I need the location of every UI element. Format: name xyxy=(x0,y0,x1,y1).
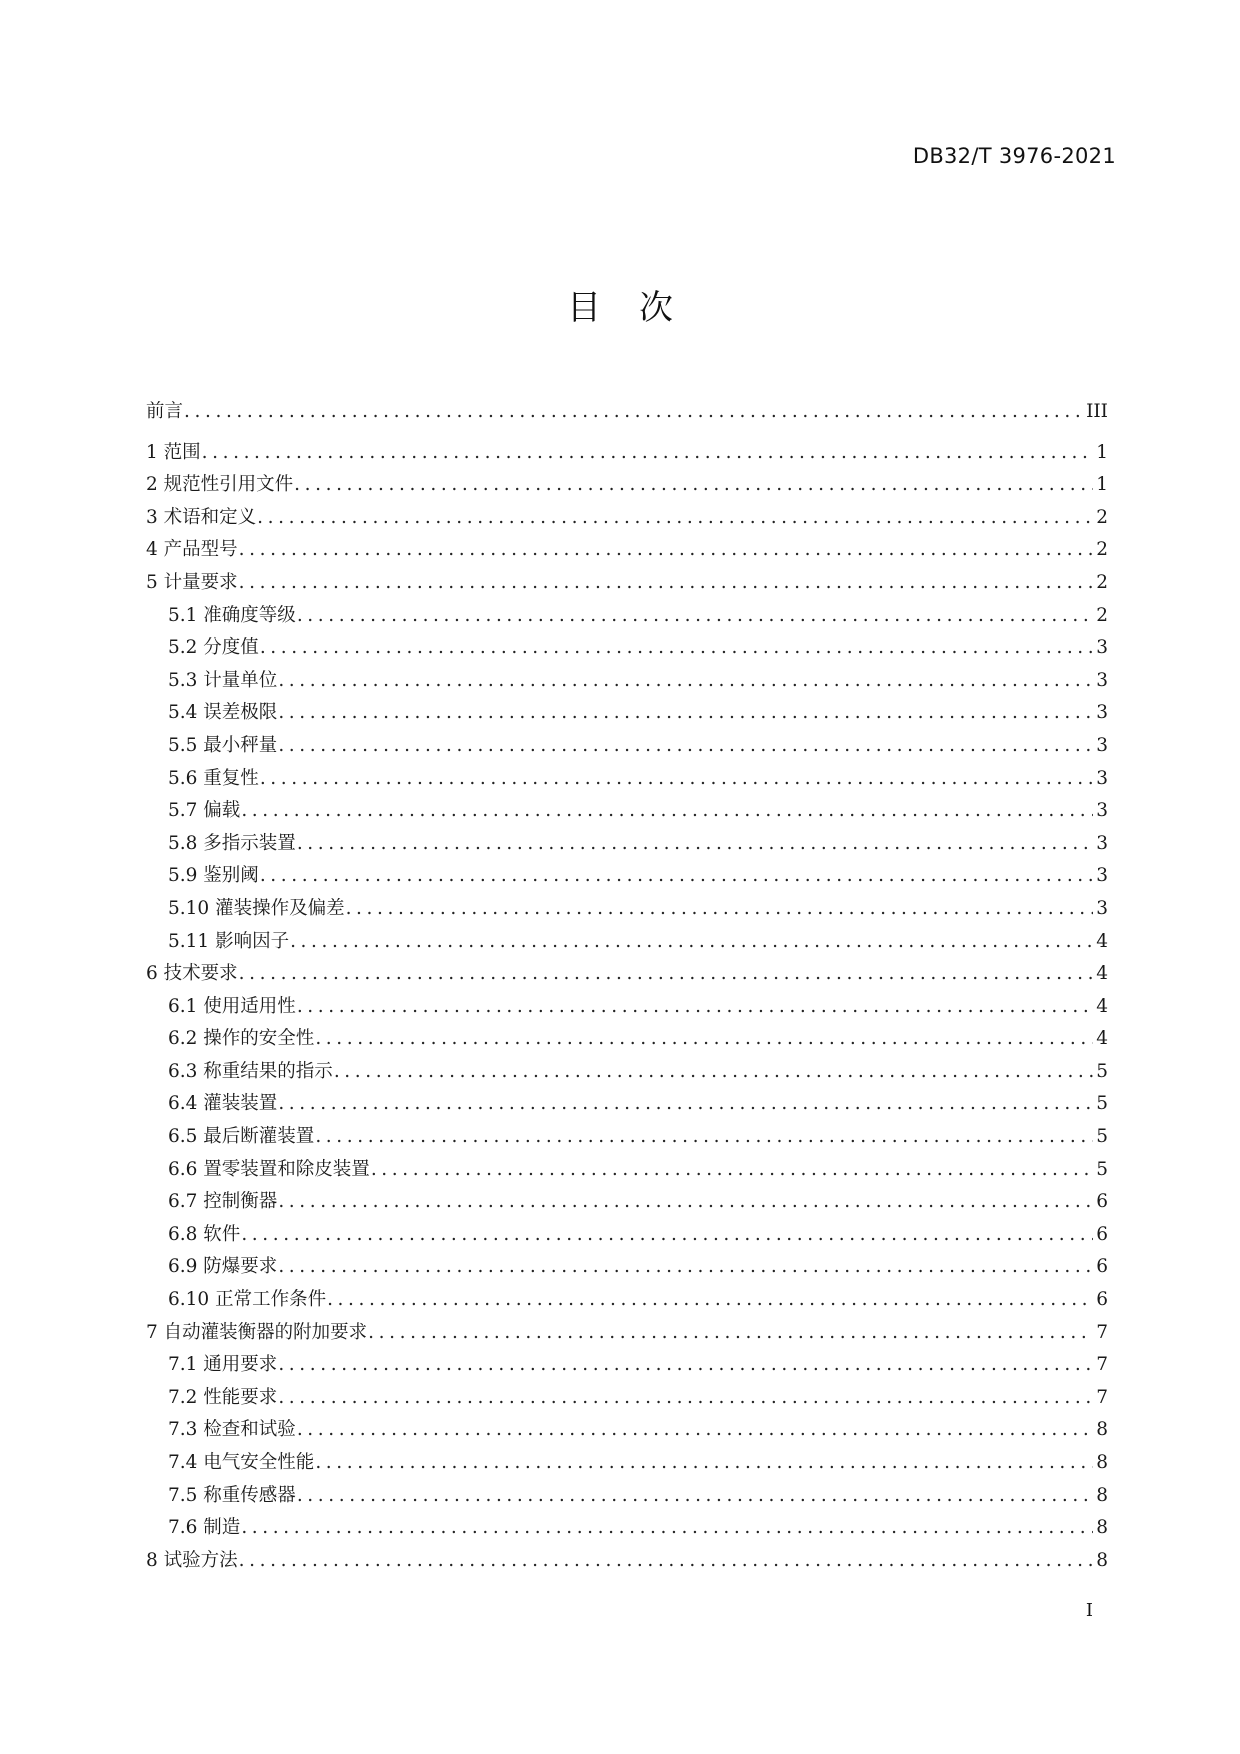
toc-entry-page: 6 xyxy=(1096,1223,1108,1245)
toc-entry-label: 5.4 误差极限 xyxy=(168,702,278,724)
toc-dot-leader xyxy=(371,1154,1093,1187)
toc-entry-label: 5.2 分度值 xyxy=(168,637,259,659)
toc-entry-page: 2 xyxy=(1096,604,1108,626)
toc-entry-page: 3 xyxy=(1096,734,1108,756)
toc-dot-leader xyxy=(278,665,1093,698)
toc-entry[interactable] xyxy=(146,632,1108,665)
toc-dot-leader xyxy=(315,1447,1093,1480)
toc-entry-page: 7 xyxy=(1096,1386,1108,1408)
toc-entry[interactable] xyxy=(146,1480,1108,1513)
toc-entry[interactable] xyxy=(146,1186,1108,1219)
toc-entry[interactable] xyxy=(146,534,1108,567)
toc-entry[interactable] xyxy=(146,1154,1108,1187)
toc-entry-page: 3 xyxy=(1096,865,1108,887)
toc-entry-page: 3 xyxy=(1096,669,1108,691)
toc-dot-leader xyxy=(315,1023,1093,1056)
toc-entry-page: 4 xyxy=(1096,930,1108,952)
toc-dot-leader xyxy=(241,1219,1093,1252)
toc-entry[interactable] xyxy=(146,795,1108,828)
toc-dot-leader xyxy=(290,926,1093,959)
toc-entry-page: 1 xyxy=(1096,474,1108,496)
toc-entry-label: 6.4 灌装装置 xyxy=(168,1093,278,1115)
toc-entry[interactable] xyxy=(146,567,1108,600)
toc-entry-page: 6 xyxy=(1096,1289,1108,1311)
toc-entry-page: 2 xyxy=(1096,539,1108,561)
toc-entry[interactable] xyxy=(146,893,1108,926)
toc-entry[interactable] xyxy=(146,665,1108,698)
toc-dot-leader xyxy=(346,893,1094,926)
toc-entry[interactable] xyxy=(146,1512,1108,1545)
document-code: DB32/T 3976-2021 xyxy=(912,144,1116,168)
toc-dot-leader xyxy=(278,1251,1093,1284)
toc-entry-label: 5.5 最小秤量 xyxy=(168,734,278,756)
toc-dot-leader xyxy=(278,1186,1093,1219)
toc-entry[interactable] xyxy=(146,1121,1108,1154)
toc-entry-page: 4 xyxy=(1096,963,1108,985)
toc-dot-leader xyxy=(278,1382,1093,1415)
toc-entry[interactable] xyxy=(146,1414,1108,1447)
toc-entry-label: 7.2 性能要求 xyxy=(168,1386,278,1408)
toc-entry[interactable] xyxy=(146,1023,1108,1056)
toc-entry-label: 1 范围 xyxy=(146,441,201,463)
toc-entry-page: 1 xyxy=(1096,441,1108,463)
toc-entry-label: 7 自动灌装衡器的附加要求 xyxy=(146,1321,368,1343)
toc-entry[interactable] xyxy=(146,1349,1108,1382)
toc-entry-label: 5.1 准确度等级 xyxy=(168,604,296,626)
toc-entry-label: 6.3 称重结果的指示 xyxy=(168,1060,333,1082)
toc-entry-page: 3 xyxy=(1096,767,1108,789)
toc-entry-page: 5 xyxy=(1096,1060,1108,1082)
toc-entry-label: 6.7 控制衡器 xyxy=(168,1191,278,1213)
toc-entry-page: 3 xyxy=(1096,897,1108,919)
toc-dot-leader xyxy=(278,730,1093,763)
toc-entry[interactable] xyxy=(146,926,1108,959)
toc-entry-page: 8 xyxy=(1096,1549,1108,1571)
toc-entry-label: 6 技术要求 xyxy=(146,963,238,985)
page-title: 目次 xyxy=(567,288,711,328)
toc-entry-label: 7.1 通用要求 xyxy=(168,1354,278,1376)
toc-dot-leader xyxy=(239,567,1094,600)
toc-entry-label: 5.6 重复性 xyxy=(168,767,259,789)
toc-entry-label: 7.3 检查和试验 xyxy=(168,1419,296,1441)
toc-entry-page: 3 xyxy=(1096,637,1108,659)
toc-entry-page: 7 xyxy=(1096,1321,1108,1343)
toc-entry[interactable] xyxy=(146,437,1108,470)
toc-entry-page: III xyxy=(1086,401,1108,422)
toc-entry-label: 8 试验方法 xyxy=(146,1549,238,1571)
toc-dot-leader xyxy=(241,1512,1093,1545)
toc-entry-label: 5 计量要求 xyxy=(146,571,238,593)
toc-entry-label: 6.6 置零装置和除皮装置 xyxy=(168,1158,370,1180)
toc-entry[interactable] xyxy=(146,502,1108,535)
toc-entry[interactable] xyxy=(146,730,1108,763)
toc-entry-label: 2 规范性引用文件 xyxy=(146,474,294,496)
toc-entry-label: 6.2 操作的安全性 xyxy=(168,1028,315,1050)
toc-entry-label: 5.11 影响因子 xyxy=(168,930,290,952)
toc-dot-leader xyxy=(239,534,1094,567)
toc-entry[interactable] xyxy=(146,396,1108,429)
toc-entry-label: 5.3 计量单位 xyxy=(168,669,278,691)
toc-entry-page: 8 xyxy=(1096,1452,1108,1473)
toc-dot-leader xyxy=(297,1480,1093,1513)
toc-dot-leader xyxy=(184,396,1083,429)
toc-entry-page: 8 xyxy=(1096,1419,1108,1441)
toc-dot-leader xyxy=(257,502,1093,535)
toc-dot-leader xyxy=(327,1284,1093,1317)
toc-entry-label: 7.5 称重传感器 xyxy=(168,1484,296,1506)
toc-entry[interactable] xyxy=(146,828,1108,861)
toc-dot-leader xyxy=(297,991,1093,1024)
toc-dot-leader xyxy=(202,437,1094,470)
toc-dot-leader xyxy=(260,763,1093,796)
toc-entry-page: 5 xyxy=(1096,1126,1108,1148)
toc-dot-leader xyxy=(368,1317,1093,1350)
toc-entry[interactable] xyxy=(146,1284,1108,1317)
toc-entry-page: 3 xyxy=(1096,702,1108,724)
toc-dot-leader xyxy=(239,1545,1094,1578)
toc-entry-page: 8 xyxy=(1096,1484,1108,1506)
toc-dot-leader xyxy=(278,1088,1093,1121)
toc-dot-leader xyxy=(260,632,1093,665)
toc-entry-label: 5.9 鉴别阈 xyxy=(168,865,259,887)
toc-entry[interactable] xyxy=(146,991,1108,1024)
toc-entry[interactable] xyxy=(146,1056,1108,1089)
toc-entry-page: 8 xyxy=(1096,1517,1108,1539)
toc-entry-page: 3 xyxy=(1096,800,1108,822)
toc-entry[interactable] xyxy=(146,1545,1108,1578)
toc-dot-leader xyxy=(297,1414,1093,1447)
toc-entry[interactable] xyxy=(146,469,1108,502)
toc-entry-label: 6.9 防爆要求 xyxy=(168,1256,278,1278)
page-number: I xyxy=(1085,1600,1093,1621)
toc-entry-page: 5 xyxy=(1096,1093,1108,1115)
toc-entry-page: 5 xyxy=(1096,1158,1108,1180)
toc-entry-label: 7.6 制造 xyxy=(168,1517,241,1539)
toc-entry-label: 3 术语和定义 xyxy=(146,506,257,528)
toc-dot-leader xyxy=(278,697,1093,730)
toc-dot-leader xyxy=(297,828,1093,861)
table-of-contents xyxy=(146,396,1108,1577)
toc-dot-leader xyxy=(260,860,1093,893)
toc-entry-page: 6 xyxy=(1096,1256,1108,1278)
toc-dot-leader xyxy=(294,469,1093,502)
toc-dot-leader xyxy=(278,1349,1093,1382)
toc-entry[interactable] xyxy=(146,1317,1108,1350)
toc-entry[interactable] xyxy=(146,763,1108,796)
toc-entry-page: 7 xyxy=(1096,1354,1108,1376)
toc-dot-leader xyxy=(241,795,1093,828)
toc-entry-page: 2 xyxy=(1096,571,1108,593)
toc-dot-leader xyxy=(297,600,1093,633)
toc-dot-leader xyxy=(334,1056,1093,1089)
toc-entry-page: 3 xyxy=(1096,832,1108,854)
toc-entry[interactable] xyxy=(146,958,1108,991)
toc-entry[interactable] xyxy=(146,1088,1108,1121)
toc-entry-label: 4 产品型号 xyxy=(146,539,238,561)
toc-entry[interactable] xyxy=(146,697,1108,730)
toc-entry-label: 前言 xyxy=(146,401,184,422)
toc-entry-label: 6.10 正常工作条件 xyxy=(168,1289,327,1311)
toc-dot-leader xyxy=(239,958,1094,991)
toc-entry[interactable] xyxy=(146,1447,1108,1480)
toc-entry-label: 6.5 最后断灌装置 xyxy=(168,1126,315,1148)
toc-entry-page: 6 xyxy=(1096,1191,1108,1213)
toc-entry-label: 5.7 偏载 xyxy=(168,800,241,822)
toc-entry[interactable] xyxy=(146,600,1108,633)
toc-entry-page: 4 xyxy=(1096,995,1108,1017)
toc-entry[interactable] xyxy=(146,1382,1108,1415)
toc-entry[interactable] xyxy=(146,1251,1108,1284)
toc-entry-label: 5.8 多指示装置 xyxy=(168,832,296,854)
toc-entry-page: 2 xyxy=(1096,506,1108,528)
toc-entry-label: 6.1 使用适用性 xyxy=(168,995,296,1017)
toc-entry[interactable] xyxy=(146,1219,1108,1252)
toc-entry-page: 4 xyxy=(1096,1028,1108,1050)
toc-entry-label: 7.4 电气安全性能 xyxy=(168,1452,315,1473)
toc-dot-leader xyxy=(315,1121,1093,1154)
toc-entry-label: 6.8 软件 xyxy=(168,1223,241,1245)
toc-entry[interactable] xyxy=(146,860,1108,893)
toc-entry-label: 5.10 灌装操作及偏差 xyxy=(168,897,345,919)
